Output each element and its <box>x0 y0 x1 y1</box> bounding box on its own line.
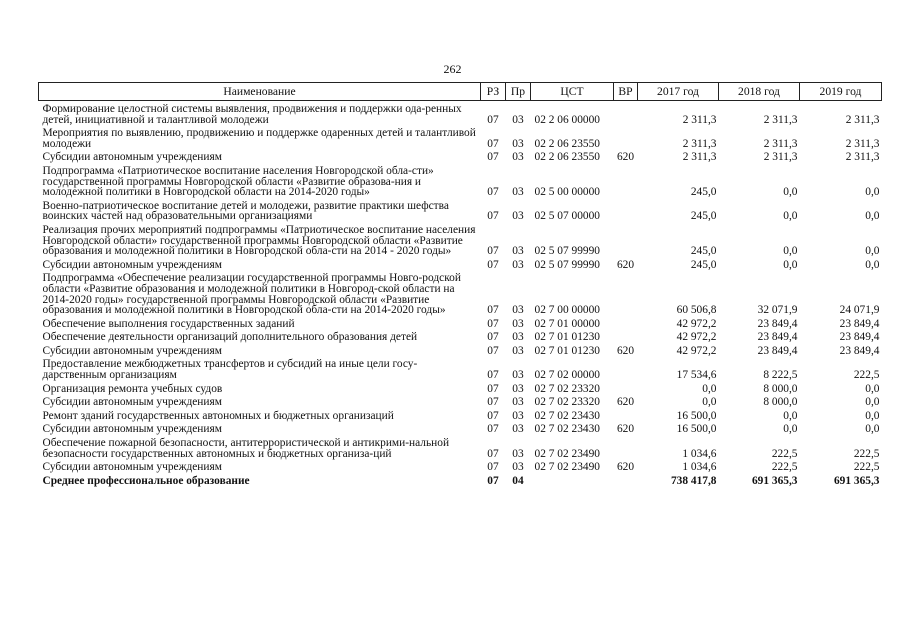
cell-pr: 03 <box>512 210 524 223</box>
table-row <box>39 435 882 459</box>
cell-2017: 245,0 <box>690 258 717 271</box>
cell-2018: 222,5 <box>771 461 798 474</box>
cell-2017: 60 506,8 <box>676 304 717 317</box>
cell-2018: 23 849,4 <box>757 317 798 330</box>
cell-rz: 07 <box>487 369 499 382</box>
table-body <box>39 101 882 487</box>
cell-2017: 17 534,6 <box>676 369 717 382</box>
cell-2017: 42 972,2 <box>676 344 717 357</box>
cell-pr: 03 <box>512 409 524 422</box>
header-2017: 2017 год <box>638 83 719 101</box>
cell-cst: 02 5 07 99990 <box>534 258 600 271</box>
cell-name: Ремонт зданий государственных автономных и бюджетных организаций <box>42 409 394 422</box>
table-row <box>39 356 882 380</box>
header-rz: РЗ <box>481 83 506 101</box>
cell-2019: 0,0 <box>865 409 880 422</box>
cell-name: Реализация прочих мероприятий подпрограммы «Патриотическое воспитание населения Новгородской области» государственной программы Новгородской области «Развитие образования и молодежной политики в Новгородской обла-сти на 2014 - 2020 годы» <box>42 223 476 258</box>
cell-2019: 2 311,3 <box>845 113 880 126</box>
cell-2018: 0,0 <box>783 423 798 436</box>
cell-2017: 16 500,0 <box>676 423 717 436</box>
cell-rz: 07 <box>487 409 499 422</box>
cell-2018: 8 222,5 <box>763 369 798 382</box>
table-row <box>39 316 882 330</box>
cell-name: Субсидии автономным учреждениям <box>42 423 222 436</box>
cell-pr: 03 <box>512 447 524 460</box>
cell-vr: 620 <box>616 344 635 357</box>
cell-vr <box>614 435 638 459</box>
cell-2018: 8 000,0 <box>763 382 798 395</box>
cell-2017: 0,0 <box>702 382 717 395</box>
cell-name: Подпрограмма «Обеспечение реализации государственной программы Новго-родской области «Развитие образования и молодежной политики в Новгород-ской области на 2014-2020 годы» государственной программы Новгородской области «Развитие образования и молодежной политики в Новгородской обла-сти на 2014-2020 годы» <box>42 272 461 317</box>
cell-2019: 23 849,4 <box>839 344 880 357</box>
cell-rz: 07 <box>487 317 499 330</box>
cell-pr: 03 <box>512 151 524 164</box>
header-2018: 2018 год <box>719 83 800 101</box>
cell-cst: 02 7 02 23320 <box>534 382 600 395</box>
cell-pr: 04 <box>512 474 524 487</box>
cell-rz: 07 <box>487 474 499 487</box>
cell-vr <box>614 473 638 487</box>
page-number: 262 <box>443 62 462 76</box>
table-row <box>39 473 882 487</box>
table-row <box>39 408 882 422</box>
cell-vr <box>614 101 638 126</box>
cell-rz: 07 <box>487 245 499 258</box>
cell-vr: 620 <box>616 258 635 271</box>
cell-vr <box>614 408 638 422</box>
cell-cst: 02 2 06 23550 <box>534 151 600 164</box>
cell-rz: 07 <box>487 186 499 199</box>
cell-2017: 42 972,2 <box>676 331 717 344</box>
cell-2017: 2 311,3 <box>682 113 717 126</box>
cell-2018: 0,0 <box>783 186 798 199</box>
table-row <box>39 343 882 357</box>
cell-2017: 16 500,0 <box>676 409 717 422</box>
cell-2018: 2 311,3 <box>763 151 798 164</box>
cell-2019: 0,0 <box>865 245 880 258</box>
cell-name: Субсидии автономным учреждениям <box>42 344 222 357</box>
cell-2018: 23 849,4 <box>757 331 798 344</box>
cell-cst: 02 7 02 00000 <box>534 369 600 382</box>
header-pr: Пр <box>506 83 531 101</box>
table-row <box>39 459 882 473</box>
cell-name: Субсидии автономным учреждениям <box>42 151 222 164</box>
cell-pr: 03 <box>512 245 524 258</box>
table-row <box>39 270 882 315</box>
cell-cst <box>531 473 614 487</box>
cell-2019: 0,0 <box>865 258 880 271</box>
cell-2018: 32 071,9 <box>757 304 798 317</box>
cell-name: Формирование целостной системы выявления, продвижения и поддержки ода-ренных детей, инициативной и талантливой молодежи <box>42 103 462 126</box>
cell-rz: 07 <box>487 447 499 460</box>
cell-vr <box>614 163 638 198</box>
cell-2017: 0,0 <box>702 396 717 409</box>
cell-rz: 07 <box>487 423 499 436</box>
cell-cst: 02 7 02 23490 <box>534 461 600 474</box>
cell-vr <box>614 316 638 330</box>
cell-2017: 245,0 <box>690 186 717 199</box>
header-vr: ВР <box>614 83 638 101</box>
cell-name: Среднее профессиональное образование <box>42 474 250 487</box>
cell-pr: 03 <box>512 137 524 150</box>
cell-name: Мероприятия по выявлению, продвижению и поддержке одаренных детей и талантливой молодежи <box>42 127 476 150</box>
cell-rz: 07 <box>487 258 499 271</box>
table-row <box>39 125 882 149</box>
cell-pr: 03 <box>512 423 524 436</box>
cell-name: Военно-патриотическое воспитание детей и молодежи, развитие практики шефства воинских частей над образовательными организациями <box>42 199 449 223</box>
cell-vr <box>614 222 638 257</box>
cell-cst: 02 7 01 01230 <box>534 331 600 344</box>
cell-pr: 03 <box>512 331 524 344</box>
table-row <box>39 421 882 435</box>
cell-2017: 1 034,6 <box>682 461 717 474</box>
cell-cst: 02 2 06 00000 <box>534 113 600 126</box>
cell-vr <box>614 198 638 222</box>
cell-2018: 222,5 <box>771 447 798 460</box>
cell-cst: 02 5 00 00000 <box>534 186 600 199</box>
header-cst: ЦСТ <box>531 83 614 101</box>
cell-cst: 02 5 07 99990 <box>534 245 600 258</box>
cell-pr: 03 <box>512 317 524 330</box>
cell-rz: 07 <box>487 113 499 126</box>
cell-name: Субсидии автономным учреждениям <box>42 396 222 409</box>
cell-2017: 738 417,8 <box>670 474 717 487</box>
budget-table <box>38 82 882 486</box>
header-2019: 2019 год <box>800 83 882 101</box>
table-row <box>39 198 882 222</box>
cell-vr: 620 <box>616 151 635 164</box>
cell-2017: 1 034,6 <box>682 447 717 460</box>
cell-2019: 0,0 <box>865 396 880 409</box>
cell-name: Предоставление межбюджетных трансфертов и субсидий на иные цели госу-дарственным организациям <box>42 358 418 382</box>
cell-2019: 691 365,3 <box>833 474 880 487</box>
cell-pr: 03 <box>512 382 524 395</box>
cell-pr: 03 <box>512 344 524 357</box>
cell-2018: 2 311,3 <box>763 137 798 150</box>
cell-vr: 620 <box>616 423 635 436</box>
cell-2019: 0,0 <box>865 186 880 199</box>
cell-2018: 0,0 <box>783 258 798 271</box>
cell-pr: 03 <box>512 258 524 271</box>
cell-pr: 03 <box>512 396 524 409</box>
cell-name: Обеспечение пожарной безопасности, антитеррористической и антикрими-нальной безопасности государственных автономных и бюджетных организа-ций <box>42 437 450 460</box>
cell-2019: 2 311,3 <box>845 137 880 150</box>
cell-name: Обеспечение деятельности организаций дополнительного образования детей <box>42 331 418 344</box>
cell-cst: 02 7 02 23430 <box>534 409 600 422</box>
header-name: Наименование <box>39 83 481 101</box>
cell-vr <box>614 356 638 380</box>
cell-2019: 23 849,4 <box>839 331 880 344</box>
cell-name: Подпрограмма «Патриотическое воспитание населения Новгородской обла-сти» государственной программы Новгородской области «Развитие образова-ния и молодежной политики в Новгородской области на 2014-2020 годы» <box>42 164 434 199</box>
cell-2017: 2 311,3 <box>682 137 717 150</box>
cell-2017: 42 972,2 <box>676 317 717 330</box>
cell-name: Субсидии автономным учреждениям <box>42 461 222 474</box>
cell-cst: 02 7 02 23490 <box>534 447 600 460</box>
table-row <box>39 222 882 257</box>
cell-2017: 245,0 <box>690 245 717 258</box>
cell-cst: 02 7 01 01230 <box>534 344 600 357</box>
cell-2019: 0,0 <box>865 210 880 223</box>
cell-cst: 02 7 02 23430 <box>534 423 600 436</box>
table-header <box>39 83 882 101</box>
cell-2019: 0,0 <box>865 382 880 395</box>
table-row <box>39 394 882 408</box>
table-row <box>39 101 882 126</box>
cell-pr: 03 <box>512 113 524 126</box>
cell-2018: 0,0 <box>783 245 798 258</box>
table-row <box>39 163 882 198</box>
cell-name: Субсидии автономным учреждениям <box>42 258 222 271</box>
cell-name: Организация ремонта учебных судов <box>42 382 223 395</box>
cell-2018: 0,0 <box>783 210 798 223</box>
cell-rz: 07 <box>487 151 499 164</box>
cell-2019: 2 311,3 <box>845 151 880 164</box>
cell-rz: 07 <box>487 461 499 474</box>
cell-cst: 02 7 00 00000 <box>534 304 600 317</box>
cell-rz: 07 <box>487 137 499 150</box>
cell-cst: 02 7 01 00000 <box>534 317 600 330</box>
cell-rz: 07 <box>487 331 499 344</box>
cell-2019: 24 071,9 <box>839 304 880 317</box>
table-row <box>39 381 882 395</box>
cell-2018: 0,0 <box>783 409 798 422</box>
cell-vr <box>614 329 638 343</box>
cell-2017: 245,0 <box>690 210 717 223</box>
cell-cst: 02 2 06 23550 <box>534 137 600 150</box>
table-row <box>39 257 882 271</box>
table-row <box>39 149 882 163</box>
cell-2019: 222,5 <box>853 369 880 382</box>
cell-vr <box>614 381 638 395</box>
cell-rz: 07 <box>487 382 499 395</box>
cell-rz: 07 <box>487 304 499 317</box>
cell-cst: 02 7 02 23320 <box>534 396 600 409</box>
cell-vr <box>614 125 638 149</box>
cell-2018: 691 365,3 <box>751 474 798 487</box>
cell-2019: 222,5 <box>853 461 880 474</box>
cell-2019: 0,0 <box>865 423 880 436</box>
cell-2018: 8 000,0 <box>763 396 798 409</box>
cell-rz: 07 <box>487 210 499 223</box>
cell-2017: 2 311,3 <box>682 151 717 164</box>
cell-rz: 07 <box>487 344 499 357</box>
cell-2019: 23 849,4 <box>839 317 880 330</box>
cell-cst: 02 5 07 00000 <box>534 210 600 223</box>
cell-pr: 03 <box>512 186 524 199</box>
cell-pr: 03 <box>512 369 524 382</box>
cell-rz: 07 <box>487 396 499 409</box>
cell-pr: 03 <box>512 461 524 474</box>
cell-vr <box>614 270 638 315</box>
cell-2018: 2 311,3 <box>763 113 798 126</box>
cell-name: Обеспечение выполнения государственных заданий <box>42 317 295 330</box>
cell-vr: 620 <box>616 461 635 474</box>
cell-vr: 620 <box>616 396 635 409</box>
cell-2019: 222,5 <box>853 447 880 460</box>
cell-pr: 03 <box>512 304 524 317</box>
table-row <box>39 329 882 343</box>
cell-2018: 23 849,4 <box>757 344 798 357</box>
